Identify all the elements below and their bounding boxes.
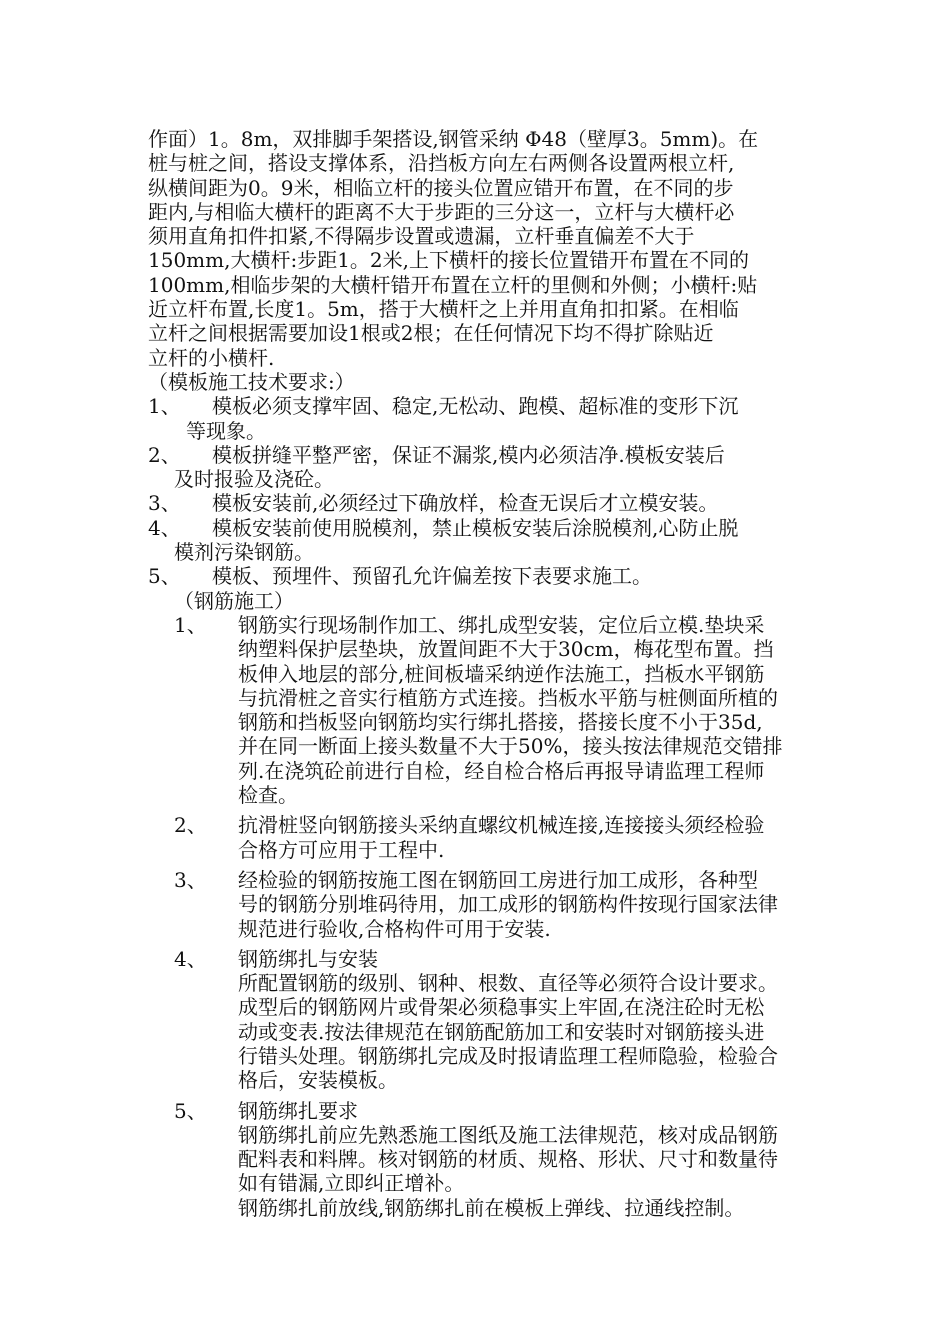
paragraph-line: 150mm,大横杆:步距1。2米,上下横杆的接长位置错开布置在不同的	[148, 248, 750, 273]
paragraph-line: 立杆的小横杆.	[148, 345, 275, 370]
list-item-continuation: 模剂污染钢筋。	[174, 540, 314, 565]
scaffold-paragraph	[148, 127, 828, 370]
list-item-continuation: 等现象。	[186, 418, 266, 443]
list-item-line: 经检验的钢筋按施工图在钢筋回工房进行加工成形，各种型	[238, 867, 758, 892]
list-item-line: 钢筋绑扎要求	[238, 1098, 358, 1123]
list-item-text	[238, 1099, 778, 1220]
list-number: 4、	[148, 515, 181, 540]
paragraph-line: 作面）1。8m，双排脚手架搭设,钢管采纳 Φ48（壁厚3。5mm)。在	[148, 127, 759, 151]
list-item-line: 钢筋绑扎前放线,钢筋绑扎前在模板上弹线、拉通线控制。	[238, 1195, 745, 1220]
list-item-line: 动或变表.按法律规范在钢筋配筋加工和安装时对钢筋接头进	[238, 1019, 765, 1044]
list-item-line: 钢筋绑扎前应先熟悉施工图纸及施工法律规范，核对成品钢筋	[238, 1122, 778, 1147]
list-item-line: 并在同一断面上接头数量不大于50%，接头按法律规范交错排	[238, 734, 783, 759]
formwork-list	[148, 394, 828, 588]
list-item-line: 模板必须支撑牢固、稳定,无松动、跑模、超标准的变形下沉	[212, 394, 739, 419]
list-number: 3、	[174, 867, 207, 892]
rebar-section-heading: （钢筋施工）	[174, 588, 294, 613]
list-item-text	[238, 868, 778, 941]
list-item-line: 抗滑桩竖向钢筋接头采纳直螺纹机械连接,连接接头须经检验	[238, 813, 765, 838]
list-item-line: 合格方可应用于工程中.	[238, 837, 445, 862]
list-item-line: 号的钢筋分别堆码待用，加工成形的钢筋构件按现行国家法律	[238, 892, 778, 917]
formwork-section-heading: （模板施工技术要求:）	[148, 369, 355, 394]
list-item-line: 规范进行验收,合格构件可用于安装.	[238, 916, 551, 941]
list-number: 2、	[148, 442, 181, 467]
paragraph-line: 距内,与相临大横杆的距离不大于步距的三分这一，立杆与大横杆必	[148, 199, 735, 224]
rebar-item-1	[148, 613, 828, 807]
paragraph-line: 立杆之间根据需要加设1根或2根；在任何情况下均不得扩除贴近	[148, 321, 714, 346]
list-item-text	[238, 813, 764, 862]
list-number: 5、	[148, 564, 181, 589]
list-number: 5、	[174, 1098, 207, 1123]
list-item-line: 模板、预埋件、预留孔允许偏差按下表要求施工。	[212, 564, 652, 589]
list-item-line: 钢筋和挡板竖向钢筋均实行绑扎搭接，搭接长度不小于35d,	[238, 710, 763, 735]
list-item-line: 模板安装前使用脱模剂，禁止模板安装后涂脱模剂,心防止脱	[212, 515, 739, 540]
list-item-line: 钢筋绑扎与安装	[238, 946, 378, 971]
rebar-item-5	[148, 1099, 828, 1220]
list-item-line: 成型后的钢筋网片或骨架必须稳事实上牢固,在浇注砼时无松	[238, 995, 765, 1020]
formwork-item-4	[148, 516, 828, 540]
list-item-text	[238, 613, 782, 807]
rebar-item-2	[148, 813, 828, 862]
paragraph-line: 100mm,相临步架的大横杆错开布置在立杆的里侧和外侧；小横杆:贴	[148, 272, 758, 297]
list-item-line: 模板安装前,必须经过下确放样，检查无误后才立模安装。	[212, 491, 719, 516]
rebar-list	[148, 613, 828, 1220]
paragraph-line: 桩与桩之间，搭设支撑体系，沿挡板方向左右两侧各设置两根立杆,	[148, 151, 735, 176]
list-item-line: 检查。	[238, 783, 298, 808]
list-item-line: 钢筋实行现场制作加工、绑扎成型安装，定位后立模.垫块采	[238, 612, 765, 637]
paragraph-line: 近立杆布置,长度1。5m，搭于大横杆之上并用直角扣扣紧。在相临	[148, 297, 739, 322]
list-item-text	[238, 947, 778, 1093]
list-number: 2、	[174, 813, 207, 838]
list-item-line: 配料表和料牌。核对钢筋的材质、规格、形状、尺寸和数量待	[238, 1147, 778, 1172]
list-item-text	[210, 394, 738, 418]
list-item-line: 纳塑料保护层垫块，放置间距不大于30cm，梅花型布置。挡	[238, 637, 774, 662]
list-number: 3、	[148, 491, 181, 516]
list-number: 1、	[174, 612, 207, 637]
list-item-continuation: 及时报验及浇砼。	[174, 467, 334, 492]
list-item-line: 如有错漏,立即纠正增补。	[238, 1171, 465, 1196]
list-item-line: 板伸入地层的部分,桩间板墙采纳逆作法施工，挡板水平钢筋	[238, 661, 765, 686]
formwork-item-3	[148, 491, 828, 515]
paragraph-line: 须用直角扣件扣紧,不得隔步设置或遗漏，立杆垂直偏差不大于	[148, 224, 695, 249]
list-number: 1、	[148, 394, 181, 419]
rebar-item-3	[148, 868, 828, 941]
formwork-item-1	[148, 394, 828, 418]
list-item-line: 模板拼缝平整严密，保证不漏浆,模内必须洁净.模板安装后	[212, 442, 725, 467]
list-item-line: 与抗滑桩之音实行植筋方式连接。挡板水平筋与桩侧面所植的	[238, 685, 778, 710]
formwork-item-5	[148, 564, 828, 588]
formwork-item-2	[148, 443, 828, 467]
list-number: 4、	[174, 946, 207, 971]
list-item-line: 格后，安装模板。	[238, 1068, 398, 1093]
document-body	[148, 127, 828, 1220]
list-item-line: 所配置钢筋的级别、钢种、根数、直径等必须符合设计要求。	[238, 971, 778, 996]
list-item-line: 列.在浇筑砼前进行自检，经自检合格后再报导请监理工程师	[238, 758, 765, 783]
paragraph-line: 纵横间距为0。9米，相临立杆的接头位置应错开布置，在不同的步	[148, 175, 734, 200]
rebar-item-4	[148, 947, 828, 1093]
list-item-line: 行错头处理。钢筋绑扎完成及时报请监理工程师隐验，检验合	[238, 1043, 778, 1068]
